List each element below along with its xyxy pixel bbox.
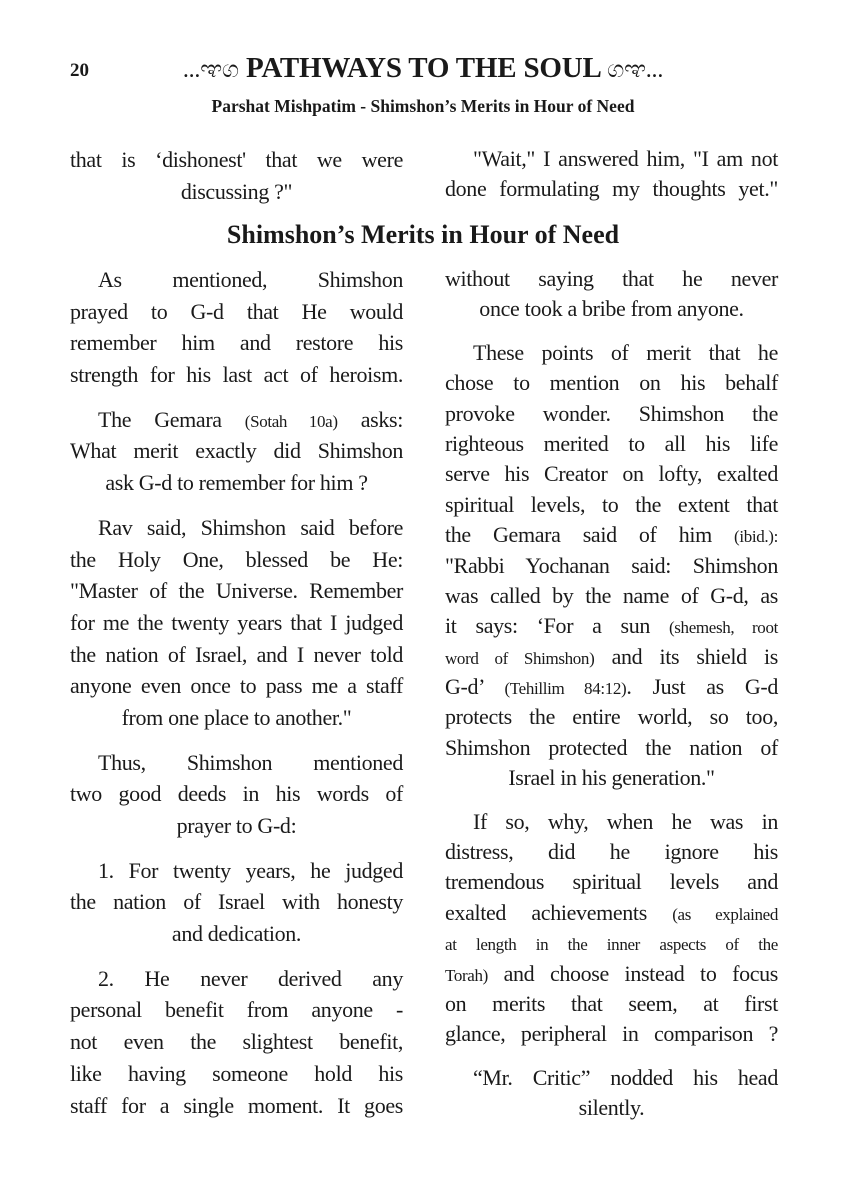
text-line	[445, 611, 778, 641]
body-text: without saying that he never	[445, 266, 778, 291]
citation-text: (as explained	[672, 904, 779, 924]
body-text: on merits that seem, at first	[445, 990, 778, 1016]
text-line	[70, 327, 403, 359]
text-line	[445, 144, 778, 174]
text-line	[70, 918, 403, 950]
text-line	[445, 672, 778, 702]
text-line	[70, 702, 403, 734]
ornament-right-icon: ගಞ...	[607, 57, 664, 83]
text-line	[70, 435, 403, 467]
text-line	[445, 1063, 778, 1093]
body-text: that is ‘dishonest' that we were	[70, 147, 403, 172]
body-text: Thus, Shimshon mentioned	[98, 749, 403, 775]
body-text: righteous merited to all his life	[445, 430, 778, 456]
citation-text: (Tehillim 84:12)	[504, 679, 627, 699]
body-text: protects the entire world, so too,	[445, 704, 778, 730]
text-line	[445, 581, 778, 611]
text-line	[70, 1090, 403, 1122]
text-line	[70, 467, 403, 499]
body-text: 1. For twenty years, he judged	[98, 857, 403, 883]
paragraph	[70, 855, 403, 950]
text-line	[70, 855, 403, 887]
text-line	[70, 544, 403, 576]
text-line	[445, 551, 778, 581]
text-line	[445, 642, 778, 672]
body-text: the Gemara said of him	[445, 522, 735, 548]
body-text: distress, did he ignore his	[445, 839, 778, 865]
body-text: exalted achievements	[445, 899, 673, 925]
body-text: Shimshon protected the nation of	[445, 734, 778, 760]
text-line	[70, 1058, 403, 1090]
body-text: anyone even once to pass me a staff	[70, 673, 403, 699]
body-text: chose to mention on his behalf	[445, 370, 778, 396]
paragraph	[70, 404, 403, 499]
text-line	[70, 359, 403, 391]
text-line	[445, 733, 778, 763]
text-line	[70, 810, 403, 842]
body-text: done formulating my thoughts yet."	[445, 176, 778, 202]
body-text: it says: ‘For a sun	[445, 613, 669, 639]
text-line	[70, 747, 403, 779]
text-line	[70, 404, 403, 436]
text-line	[445, 490, 778, 520]
paragraph	[70, 747, 403, 842]
body-text: was called by the name of G-d, as	[445, 582, 778, 608]
body-text: personal benefit from anyone -	[70, 997, 403, 1023]
chapter-subtitle: Parshat Mishpatim - Shimshon’s Merits in Hour of Need	[211, 96, 635, 116]
paragraph	[70, 264, 403, 391]
body-text: serve his Creator on lofty, exalted	[445, 461, 778, 487]
body-text: provoke wonder. Shimshon the	[445, 400, 778, 426]
text-line	[70, 670, 403, 702]
body-text: discussing ?"	[180, 178, 293, 204]
body-text: Israel in his generation."	[508, 765, 715, 791]
text-line	[445, 898, 778, 928]
body-text: If so, why, when he was in	[473, 808, 778, 834]
body-text: "Wait," I answered him, "I am not	[473, 146, 778, 171]
body-text: two good deeds in his words of	[70, 781, 403, 807]
body-text: like having someone hold his	[70, 1060, 403, 1086]
paragraph	[445, 807, 778, 1050]
body-text: The Gemara	[98, 406, 245, 432]
running-header	[128, 52, 718, 85]
top-right-column	[445, 144, 778, 218]
text-line	[445, 807, 778, 837]
citation-text: (ibid.):	[734, 527, 778, 547]
body-text: not even the slightest benefit,	[70, 1029, 403, 1055]
body-text: staff for a single moment. It goes	[70, 1092, 403, 1118]
text-line	[70, 144, 403, 176]
body-text: tremendous spiritual levels and	[445, 869, 778, 895]
body-text: and its shield is	[594, 643, 778, 669]
body-text: What merit exactly did Shimshon	[70, 438, 403, 464]
section-heading: Shimshon’s Merits in Hour of Need	[226, 220, 620, 249]
text-line	[70, 176, 403, 208]
body-text: prayer to G-d:	[176, 813, 297, 838]
body-text: the nation of Israel, and I never told	[70, 641, 403, 667]
text-line	[445, 1019, 778, 1049]
text-line	[70, 886, 403, 918]
body-text: asks:	[337, 406, 403, 432]
body-text: prayed to G-d that He would	[70, 298, 403, 324]
text-line	[70, 296, 403, 328]
text-line	[70, 639, 403, 671]
text-line	[445, 429, 778, 459]
citation-text: (shemesh, root	[668, 618, 778, 638]
citation-text: Torah)	[445, 965, 488, 985]
text-line	[445, 989, 778, 1019]
citation-text: at length in the inner aspects of the	[445, 935, 778, 955]
citation-text: (Sotah 10a)	[244, 411, 338, 431]
text-line	[70, 1026, 403, 1058]
body-text: for me the twenty years that I judged	[70, 609, 403, 635]
paragraph	[70, 512, 403, 734]
body-text: the Holy One, blessed be He:	[70, 546, 403, 572]
text-line	[445, 763, 778, 793]
body-text: and dedication.	[171, 921, 302, 947]
body-text: once took a bribe from anyone.	[479, 296, 744, 322]
text-line	[445, 1093, 778, 1123]
body-text: ask G-d to remember for him ?	[105, 470, 368, 496]
text-line	[445, 338, 778, 368]
text-line	[445, 174, 778, 204]
text-line	[70, 994, 403, 1026]
body-text: spiritual levels, to the extent that	[445, 491, 778, 517]
text-line	[445, 294, 778, 324]
body-text: 2. He never derived any	[98, 965, 403, 991]
body-text: Rav said, Shimshon said before	[98, 514, 403, 540]
text-line	[445, 264, 778, 294]
body-text: These points of merit that he	[473, 339, 778, 365]
body-text: . Just as G-d	[626, 674, 778, 700]
page-number: 20	[70, 60, 89, 81]
paragraph	[70, 963, 403, 1121]
text-line	[70, 963, 403, 995]
body-text: strength for his last act of heroism.	[70, 362, 403, 388]
body-text: G-d’	[445, 674, 505, 700]
ornament-left-icon: ...ಞග	[182, 57, 239, 83]
paragraph	[445, 264, 778, 325]
text-line	[445, 520, 778, 550]
text-line	[70, 575, 403, 607]
text-line	[445, 702, 778, 732]
text-line	[445, 368, 778, 398]
paragraph	[445, 144, 778, 205]
body-text: glance, peripheral in comparison ?	[445, 1021, 778, 1047]
text-line	[70, 512, 403, 544]
text-line	[445, 928, 778, 958]
paragraph	[445, 338, 778, 794]
body-right-column	[445, 264, 778, 1137]
body-text: As mentioned, Shimshon	[98, 267, 403, 292]
text-line	[70, 778, 403, 810]
body-text: silently.	[578, 1095, 645, 1121]
text-line	[445, 459, 778, 489]
body-text: and choose instead to focus	[487, 960, 778, 986]
book-title: PATHWAYS TO THE SOUL	[245, 52, 601, 84]
body-text: "Master of the Universe. Remember	[70, 578, 403, 604]
paragraph	[445, 1063, 778, 1124]
body-text: "Rabbi Yochanan said: Shimshon	[445, 552, 778, 578]
text-line	[70, 607, 403, 639]
body-text: remember him and restore his	[70, 330, 403, 356]
text-line	[445, 399, 778, 429]
top-left-column	[70, 144, 403, 220]
citation-text: word of Shimshon)	[445, 648, 595, 668]
body-text: the nation of Israel with honesty	[70, 889, 403, 915]
paragraph	[70, 144, 403, 207]
text-line	[70, 264, 403, 296]
body-text: from one place to another."	[121, 704, 352, 730]
text-line	[445, 837, 778, 867]
text-line	[445, 867, 778, 897]
text-line	[445, 959, 778, 989]
body-text: “Mr. Critic” nodded his head	[473, 1064, 778, 1090]
body-left-column	[70, 264, 403, 1134]
